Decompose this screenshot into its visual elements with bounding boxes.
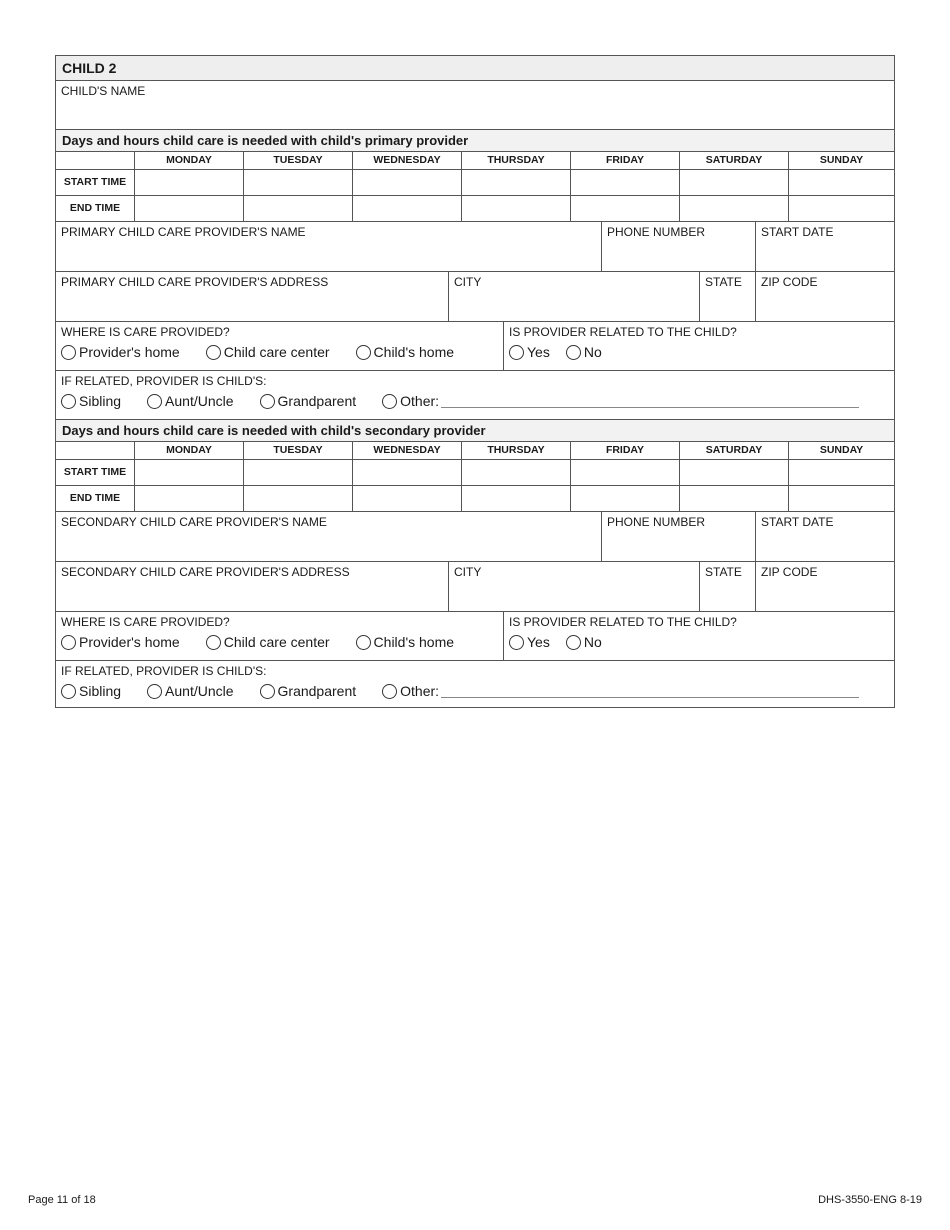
day-tuesday: TUESDAY — [243, 442, 352, 459]
secondary-start-wednesday-field[interactable] — [352, 460, 461, 485]
primary-start-date-label: START DATE — [761, 225, 834, 239]
day-sunday: SUNDAY — [788, 152, 894, 169]
radio-circle-icon — [509, 345, 524, 360]
day-wednesday: WEDNESDAY — [352, 442, 461, 459]
secondary-rel-sibling-radio[interactable] — [61, 683, 121, 699]
radio-circle-icon — [206, 635, 221, 650]
radio-circle-icon — [147, 684, 162, 699]
primary-start-saturday-field[interactable] — [679, 170, 788, 195]
primary-related-group — [503, 322, 894, 370]
primary-address-field[interactable] — [56, 272, 448, 321]
primary-rel-sibling-radio[interactable] — [61, 393, 121, 409]
child-2-form — [55, 55, 895, 708]
radio-label: Child's home — [373, 634, 455, 650]
primary-start-thursday-field[interactable] — [461, 170, 570, 195]
day-saturday: SATURDAY — [679, 442, 788, 459]
primary-rel-other-input[interactable] — [441, 394, 859, 408]
primary-end-tuesday-field[interactable] — [243, 196, 352, 221]
radio-circle-icon — [260, 684, 275, 699]
primary-related-label: IS PROVIDER RELATED TO THE CHILD? — [509, 325, 737, 339]
primary-where-related-row — [56, 321, 894, 370]
radio-label: Yes — [527, 344, 550, 360]
radio-label: Provider's home — [79, 344, 180, 360]
day-saturday: SATURDAY — [679, 152, 788, 169]
radio-circle-icon — [382, 684, 397, 699]
radio-label: Aunt/Uncle — [165, 393, 234, 409]
secondary-address-label: SECONDARY CHILD CARE PROVIDER'S ADDRESS — [61, 565, 350, 579]
primary-address-row — [56, 271, 894, 321]
primary-state-field[interactable] — [699, 272, 755, 321]
primary-start-friday-field[interactable] — [570, 170, 679, 195]
secondary-relationship-group — [56, 661, 894, 707]
secondary-address-field[interactable] — [56, 562, 448, 611]
primary-address-label: PRIMARY CHILD CARE PROVIDER'S ADDRESS — [61, 275, 329, 289]
secondary-state-label: STATE — [705, 565, 742, 579]
schedule-corner — [56, 442, 134, 459]
primary-city-field[interactable] — [448, 272, 699, 321]
primary-start-monday-field[interactable] — [134, 170, 243, 195]
secondary-rel-other-input[interactable] — [441, 684, 859, 698]
primary-state-label: STATE — [705, 275, 742, 289]
end-time-label: END TIME — [69, 492, 121, 504]
child-section-header — [56, 56, 894, 80]
day-friday: FRIDAY — [570, 442, 679, 459]
day-tuesday: TUESDAY — [243, 152, 352, 169]
day-thursday: THURSDAY — [461, 152, 570, 169]
schedule-corner — [56, 152, 134, 169]
radio-label: Grandparent — [277, 683, 357, 699]
radio-label: Sibling — [79, 683, 122, 699]
secondary-schedule-days-row — [56, 441, 894, 459]
secondary-rel-aunt-uncle-radio[interactable] — [147, 683, 233, 699]
primary-relationship-group — [56, 371, 894, 419]
form-id: DHS-3550-ENG 8-19 — [818, 1194, 922, 1206]
secondary-state-field[interactable] — [699, 562, 755, 611]
secondary-city-field[interactable] — [448, 562, 699, 611]
primary-phone-label: PHONE NUMBER — [607, 225, 706, 239]
day-sunday: SUNDAY — [788, 442, 894, 459]
primary-start-time-row — [56, 169, 894, 195]
radio-circle-icon — [61, 684, 76, 699]
radio-circle-icon — [509, 635, 524, 650]
primary-zip-label: ZIP CODE — [761, 275, 818, 289]
start-time-label: START TIME — [63, 466, 127, 478]
primary-where-providers-home-radio[interactable] — [61, 344, 180, 360]
secondary-where-providers-home-radio[interactable] — [61, 634, 180, 650]
radio-label: Child's home — [373, 344, 455, 360]
secondary-end-saturday-field[interactable] — [679, 486, 788, 511]
primary-schedule-title: Days and hours child care is needed with child's primary provider — [62, 133, 469, 148]
secondary-end-friday-field[interactable] — [570, 486, 679, 511]
primary-start-wednesday-field[interactable] — [352, 170, 461, 195]
primary-end-saturday-field[interactable] — [679, 196, 788, 221]
secondary-related-no-radio[interactable] — [566, 634, 602, 650]
secondary-related-group — [503, 612, 894, 660]
day-friday: FRIDAY — [570, 152, 679, 169]
primary-end-time-row — [56, 195, 894, 221]
primary-schedule-header — [56, 129, 894, 151]
secondary-start-date-field[interactable] — [755, 512, 894, 561]
radio-label: Child care center — [223, 344, 330, 360]
primary-end-thursday-field[interactable] — [461, 196, 570, 221]
primary-phone-field[interactable] — [601, 222, 755, 271]
secondary-end-wednesday-field[interactable] — [352, 486, 461, 511]
primary-city-label: CITY — [454, 275, 482, 289]
secondary-start-date-label: START DATE — [761, 515, 834, 529]
radio-label: Aunt/Uncle — [165, 683, 234, 699]
secondary-start-monday-field[interactable] — [134, 460, 243, 485]
secondary-zip-label: ZIP CODE — [761, 565, 818, 579]
childs-name-row — [56, 80, 894, 129]
secondary-zip-field[interactable] — [755, 562, 894, 611]
radio-label: Child care center — [223, 634, 330, 650]
primary-relationship-label: IF RELATED, PROVIDER IS CHILD'S: — [61, 374, 267, 388]
primary-schedule-days-row — [56, 151, 894, 169]
end-time-label: END TIME — [69, 202, 121, 214]
secondary-start-tuesday-field[interactable] — [243, 460, 352, 485]
primary-end-monday-field[interactable] — [134, 196, 243, 221]
radio-circle-icon — [147, 394, 162, 409]
radio-circle-icon — [566, 345, 581, 360]
radio-label: No — [583, 344, 602, 360]
secondary-rel-grandparent-radio[interactable] — [260, 683, 357, 699]
secondary-related-yes-radio[interactable] — [509, 634, 550, 650]
radio-label: Grandparent — [277, 393, 357, 409]
primary-where-group — [56, 322, 503, 370]
secondary-start-sunday-field[interactable] — [788, 460, 894, 485]
secondary-provider-name-field[interactable] — [56, 512, 601, 561]
primary-provider-name-row — [56, 221, 894, 271]
radio-circle-icon — [566, 635, 581, 650]
day-thursday: THURSDAY — [461, 442, 570, 459]
radio-circle-icon — [356, 345, 371, 360]
radio-circle-icon — [61, 635, 76, 650]
secondary-start-thursday-field[interactable] — [461, 460, 570, 485]
secondary-address-row — [56, 561, 894, 611]
secondary-phone-field[interactable] — [601, 512, 755, 561]
primary-related-no-radio[interactable] — [566, 344, 602, 360]
primary-provider-name-field[interactable] — [56, 222, 601, 271]
secondary-provider-name-label: SECONDARY CHILD CARE PROVIDER'S NAME — [61, 515, 327, 529]
secondary-city-label: CITY — [454, 565, 482, 579]
primary-where-childs-home-radio[interactable] — [356, 344, 455, 360]
primary-start-date-field[interactable] — [755, 222, 894, 271]
secondary-relationship-row — [56, 660, 894, 707]
secondary-schedule-title: Days and hours child care is needed with child's secondary provider — [62, 423, 486, 438]
radio-circle-icon — [61, 394, 76, 409]
radio-label: Other: — [400, 683, 440, 699]
secondary-end-sunday-field[interactable] — [788, 486, 894, 511]
day-wednesday: WEDNESDAY — [352, 152, 461, 169]
day-monday: MONDAY — [134, 152, 243, 169]
secondary-where-related-row — [56, 611, 894, 660]
secondary-relationship-label: IF RELATED, PROVIDER IS CHILD'S: — [61, 664, 267, 678]
primary-end-sunday-field[interactable] — [788, 196, 894, 221]
secondary-related-label: IS PROVIDER RELATED TO THE CHILD? — [509, 615, 737, 629]
primary-rel-aunt-uncle-radio[interactable] — [147, 393, 233, 409]
start-time-label: START TIME — [63, 176, 127, 188]
radio-label: No — [583, 634, 602, 650]
radio-circle-icon — [382, 394, 397, 409]
secondary-where-child-care-center-radio[interactable] — [206, 634, 330, 650]
child-header-title: CHILD 2 — [62, 60, 117, 76]
primary-related-yes-radio[interactable] — [509, 344, 550, 360]
childs-name-label: CHILD'S NAME — [61, 84, 146, 98]
page-number: Page 11 of 18 — [28, 1194, 96, 1206]
secondary-phone-label: PHONE NUMBER — [607, 515, 706, 529]
primary-relationship-row — [56, 370, 894, 419]
primary-start-tuesday-field[interactable] — [243, 170, 352, 195]
secondary-end-thursday-field[interactable] — [461, 486, 570, 511]
primary-end-wednesday-field[interactable] — [352, 196, 461, 221]
primary-start-sunday-field[interactable] — [788, 170, 894, 195]
secondary-where-group — [56, 612, 503, 660]
primary-where-label: WHERE IS CARE PROVIDED? — [61, 325, 230, 339]
secondary-where-childs-home-radio[interactable] — [356, 634, 455, 650]
radio-circle-icon — [206, 345, 221, 360]
primary-where-child-care-center-radio[interactable] — [206, 344, 330, 360]
radio-label: Sibling — [79, 393, 122, 409]
radio-circle-icon — [356, 635, 371, 650]
secondary-end-time-row — [56, 485, 894, 511]
secondary-end-monday-field[interactable] — [134, 486, 243, 511]
primary-rel-grandparent-radio[interactable] — [260, 393, 357, 409]
radio-label: Yes — [527, 634, 550, 650]
secondary-schedule-header — [56, 419, 894, 441]
primary-provider-name-label: PRIMARY CHILD CARE PROVIDER'S NAME — [61, 225, 306, 239]
secondary-rel-other-radio[interactable] — [382, 683, 439, 699]
secondary-end-tuesday-field[interactable] — [243, 486, 352, 511]
primary-end-friday-field[interactable] — [570, 196, 679, 221]
secondary-where-label: WHERE IS CARE PROVIDED? — [61, 615, 230, 629]
radio-circle-icon — [61, 345, 76, 360]
secondary-provider-name-row — [56, 511, 894, 561]
primary-zip-field[interactable] — [755, 272, 894, 321]
radio-circle-icon — [260, 394, 275, 409]
childs-name-field[interactable] — [56, 81, 894, 129]
radio-label: Provider's home — [79, 634, 180, 650]
secondary-start-friday-field[interactable] — [570, 460, 679, 485]
secondary-start-saturday-field[interactable] — [679, 460, 788, 485]
secondary-start-time-row — [56, 459, 894, 485]
radio-label: Other: — [400, 393, 440, 409]
primary-rel-other-radio[interactable] — [382, 393, 439, 409]
day-monday: MONDAY — [134, 442, 243, 459]
